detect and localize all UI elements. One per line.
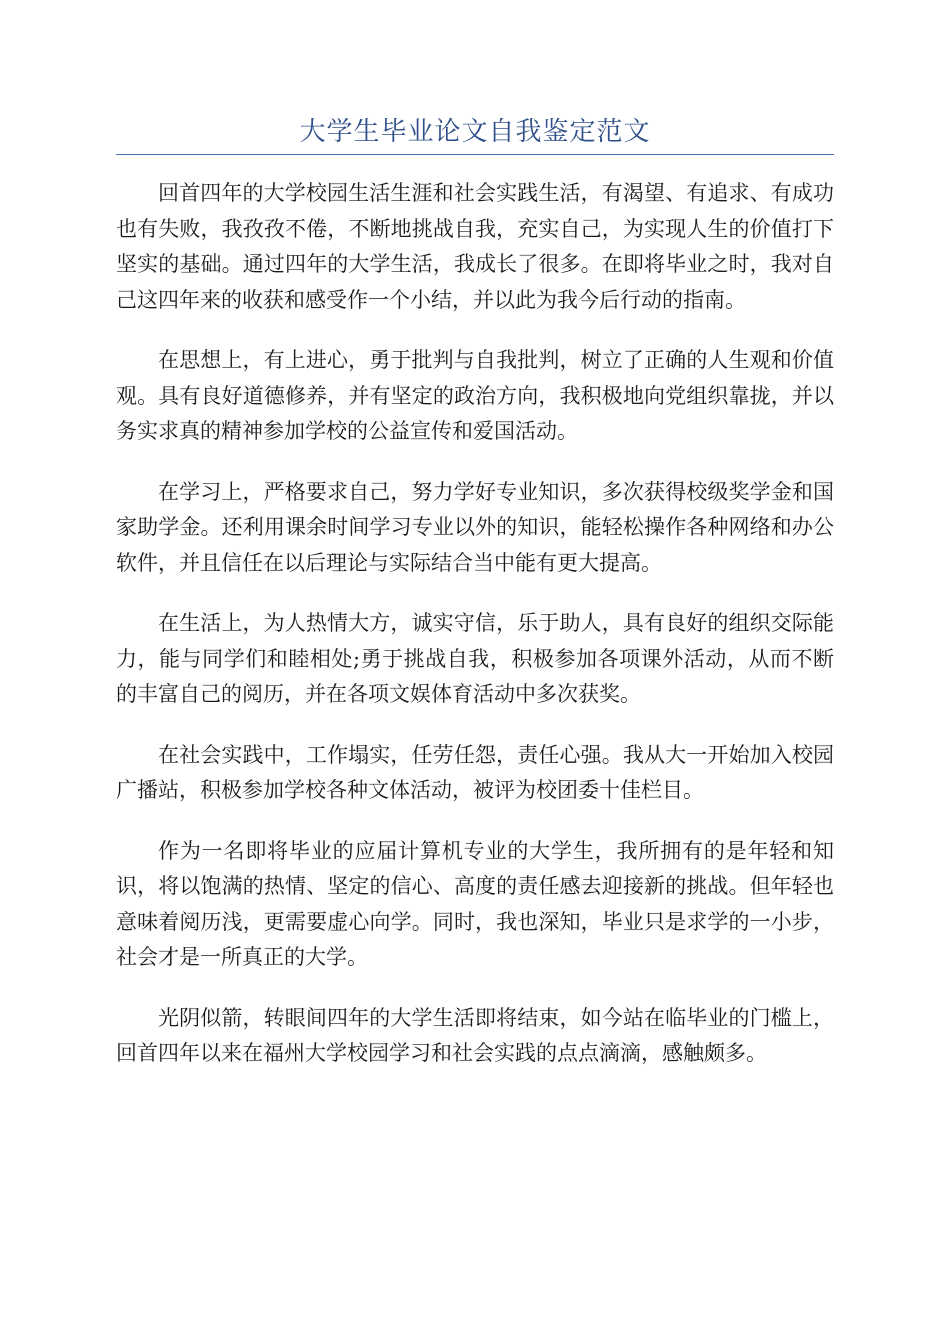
- paragraph-ideology: 在思想上，有上进心，勇于批判与自我批判，树立了正确的人生观和价值观。具有良好道德修养，并有坚定的政治方向，我积极地向党组织靠拢，并以务实求真的精神参加学校的公益宣传和爱国活动。: [116, 348, 834, 443]
- paragraph-intro: 回首四年的大学校园生活生涯和社会实践生活，有渴望、有追求、有成功也有失败，我孜孜不倦，不断地挑战自我，充实自己，为实现人生的价值打下坚实的基础。通过四年的大学生活，我成长了很多。在即将毕业之时，我对自己这四年来的收获和感受作一个小结，并以此为我今后行动的指南。: [116, 181, 834, 312]
- paragraph-study: 在学习上，严格要求自己，努力学好专业知识，多次获得校级奖学金和国家助学金。还利用课余时间学习专业以外的知识，能轻松操作各种网络和办公软件，并且信任在以后理论与实际结合当中能有更大提高。: [116, 479, 834, 575]
- title-underline-divider: [116, 154, 834, 155]
- document-title: 大学生毕业论文自我鉴定范文: [299, 117, 651, 147]
- document-body: [116, 176, 834, 1097]
- paragraph-life: 在生活上，为人热情大方，诚实守信，乐于助人，具有良好的组织交际能力，能与同学们和睦相处;勇于挑战自我，积极参加各项课外活动，从而不断的丰富自己的阅历，并在各项文娱体育活动中多次获奖。: [116, 611, 834, 706]
- paragraph-social-practice: 在社会实践中，工作塌实，任劳任怨，责任心强。我从大一开始加入校园广播站，积极参加学校各种文体活动，被评为校团委十佳栏目。: [116, 742, 834, 802]
- paragraph-graduate-outlook: 作为一名即将毕业的应届计算机专业的大学生，我所拥有的是年轻和知识，将以饱满的热情、坚定的信心、高度的责任感去迎接新的挑战。但年轻也意味着阅历浅，更需要虚心向学。同时，我也深知，毕业只是求学的一小步，社会才是一所真正的大学。: [116, 838, 834, 969]
- paragraph-conclusion: 光阴似箭，转眼间四年的大学生活即将结束，如今站在临毕业的门槛上，回首四年以来在福州大学校园学习和社会实践的点点滴滴，感触颇多。: [116, 1005, 834, 1065]
